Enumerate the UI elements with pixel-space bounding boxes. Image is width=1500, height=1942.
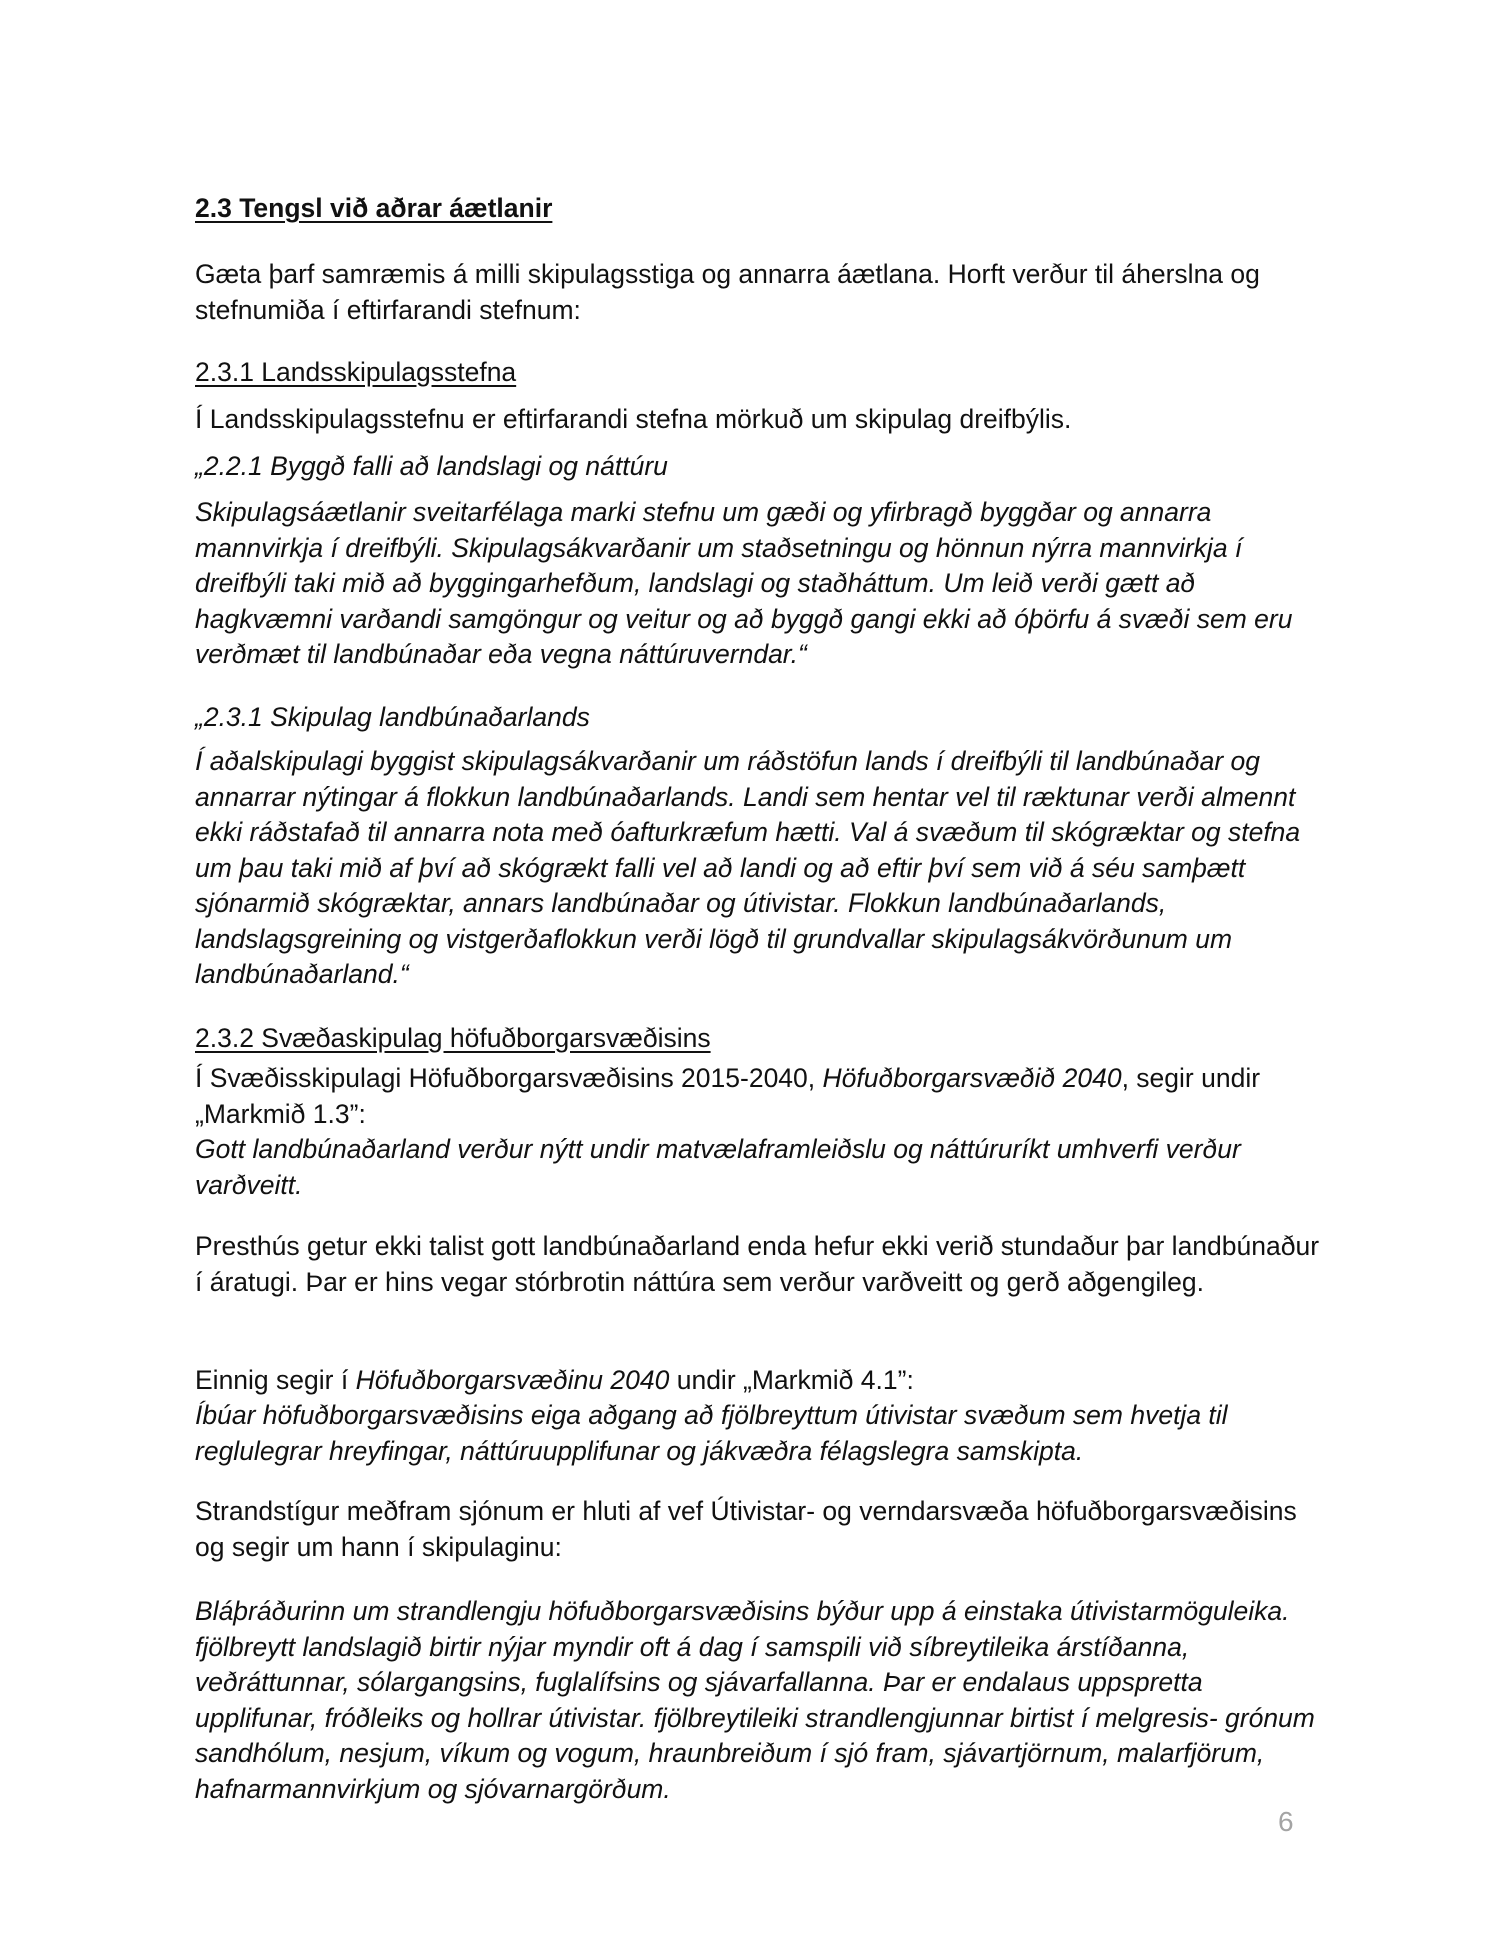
- quote1-title: „2.2.1 Byggð falli að landslagi og náttúru: [195, 451, 668, 481]
- plan-title-2: Höfuðborgarsvæðinu 2040: [355, 1365, 670, 1395]
- quote2-title: „2.3.1 Skipulag landbúnaðarlands: [195, 702, 590, 732]
- section-intro: Gæta þarf samræmis á milli skipulagsstiga og annarra áætlana. Horft verður til áherslna og stefnumiða í eftirfarandi stefnum:: [195, 259, 1260, 325]
- presthus-paragraph: Presthús getur ekki talist gott landbúnaðarland enda hefur ekki verið stundaður þar landbúnaður í áratugi. Þar er hins vegar stórbrotin náttúra sem verður varðveitt og gerð aðgengileg.: [195, 1231, 1320, 1297]
- goal-4-1-text: Íbúar höfuðborgarsvæðisins eiga aðgang að fjölbreyttum útivistar svæðum sem hvetja til reglulegrar hreyfingar, náttúruupplifunar og jákvæðra félagslegra samskipta.: [195, 1400, 1228, 1466]
- blathradur-quote: Bláþráðurinn um strandlengju höfuðborgarsvæðisins býður upp á einstaka útivistarmöguleika. fjölbreytt landslagið birtir nýjar myndir oft á dag í samspili við síbreytileika árstíðanna, veðráttunnar, sólargangsins, fuglalífsins og sjávarfallanna. Þar er endalaus uppspretta upplifunar, fróðleiks og hollrar útivistar. fjölbreytileiki strandlengjunnar birtist í melgresis- grónum sandhólum, nesjum, víkum og vogum, hraunbreiðum í sjó fram, sjávartjörnum, malarfjörum, hafnarmannvirkjum og sjóvarnargörðum.: [195, 1596, 1315, 1804]
- landsskipulag-intro: Í Landsskipulagsstefnu er eftirfarandi stefna mörkuð um skipulag dreifbýlis.: [195, 404, 1072, 434]
- plan-title: Höfuðborgarsvæðið 2040: [822, 1063, 1122, 1093]
- quote1-text: Skipulagsáætlanir sveitarfélaga marki stefnu um gæði og yfirbragð byggðar og annarra mannvirkja í dreifbýli. Skipulagsákvarðanir um staðsetningu og hönnun nýrra mannvirkja í dreifbýli taki mið að byggingarhefðum, landslagi og staðháttum. Um leið verði gætt að hagkvæmni varðandi samgöngur og veitur og að byggð gangi ekki að óþörfu á svæði sem eru verðmæt til landbúnaðar eða vegna náttúruverndar.“: [195, 497, 1293, 669]
- strandstigur-paragraph: Strandstígur meðfram sjónum er hluti af vef Útivistar- og verndarsvæða höfuðborgarsvæðisins og segir um hann í skipulaginu:: [195, 1496, 1297, 1562]
- landsskipulag-heading: 2.3.1 Landsskipulagsstefna: [195, 357, 517, 387]
- svaedisskipulag-heading: 2.3.2 Svæðaskipulag höfuðborgarsvæðisins: [195, 1023, 711, 1053]
- goal-4-1-intro: Einnig segir í Höfuðborgarsvæðinu 2040 undir „Markmið 4.1”:: [195, 1365, 914, 1395]
- goal-1-3-text: Gott landbúnaðarland verður nýtt undir matvælaframleiðslu og náttúruríkt umhverfi verður varðveitt.: [195, 1134, 1241, 1200]
- svaedisskipulag-intro: Í Svæðisskipulagi Höfuðborgarsvæðisins 2015-2040, Höfuðborgarsvæðið 2040, segir undir „Markmið 1.3”:: [195, 1063, 1261, 1129]
- quote2-text: Í aðalskipulagi byggist skipulagsákvarðanir um ráðstöfun lands í dreifbýli til landbúnaðar og annarrar nýtingar á flokkun landbúnaðarlands. Landi sem hentar vel til ræktunar verði almennt ekki ráðstafað til annarra nota með óafturkræfum hætti. Val á svæðum til skógræktar og stefna um þau taki mið af því að skógrækt falli vel að landi og að eftir því sem við á séu samþætt sjónarmið skógræktar, annars landbúnaðar og útivistar. Flokkun landbúnaðarlands, landslagsgreining og vistgerðaflokkun verði lögð til grundvallar skipulagsákvörðunum um landbúnaðarland.“: [195, 746, 1301, 989]
- section-heading: 2.3 Tengsl við aðrar áætlanir: [195, 193, 553, 223]
- page-number: 6: [1278, 1806, 1294, 1837]
